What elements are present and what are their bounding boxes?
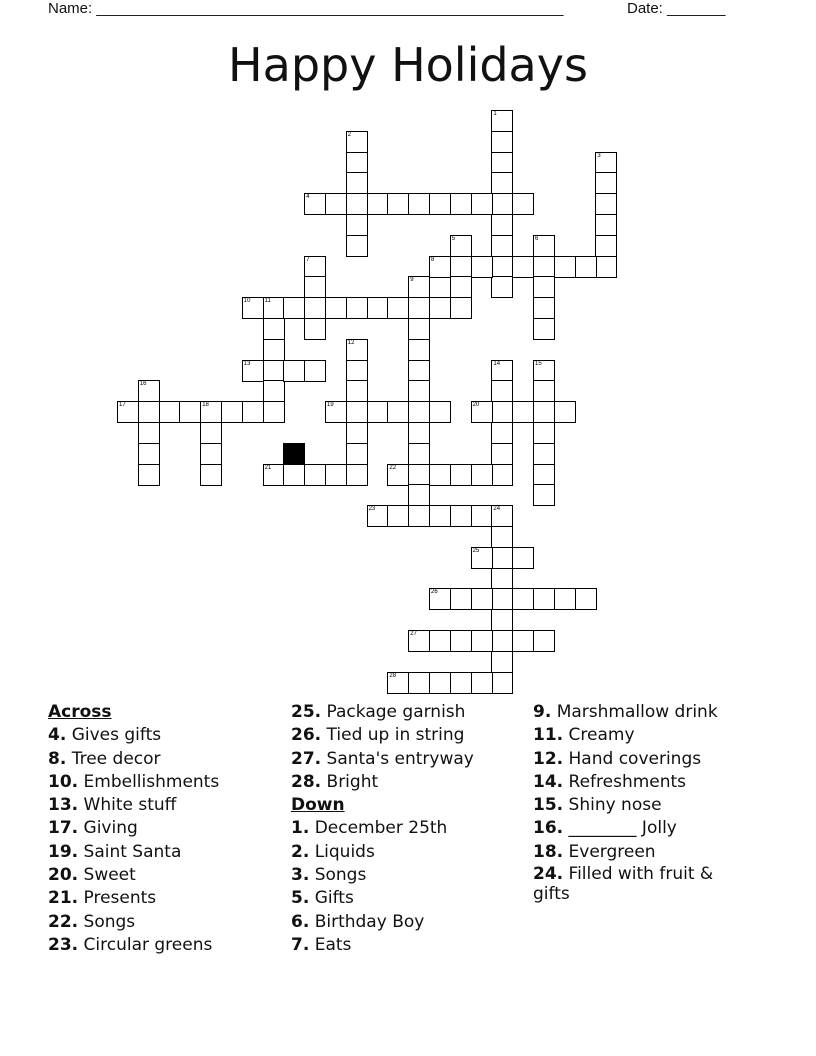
grid-cell[interactable] (491, 380, 513, 402)
clue-item-number: 12. (533, 748, 564, 769)
grid-cell[interactable] (491, 110, 513, 132)
clue-item (48, 841, 288, 864)
clue-item-text: Shiny nose (563, 795, 662, 816)
grid-cell[interactable] (471, 464, 493, 486)
clue-item (48, 724, 288, 747)
clue-item (48, 771, 288, 794)
clue-column-3 (533, 701, 748, 904)
clue-item-text: Bright (321, 771, 379, 792)
clue-number: 13 (243, 360, 251, 367)
clue-item (291, 911, 531, 934)
clue-number: 23 (368, 506, 376, 513)
grid-cell[interactable] (263, 464, 285, 486)
grid-cell[interactable] (346, 214, 368, 236)
grid-cell[interactable] (346, 380, 368, 402)
grid-cell[interactable] (471, 588, 493, 610)
grid-cell[interactable] (491, 214, 513, 236)
grid-cell[interactable] (346, 339, 368, 361)
grid-cell[interactable] (471, 672, 493, 694)
grid-cell[interactable] (491, 630, 513, 652)
clue-item (48, 864, 288, 887)
grid-cell[interactable] (346, 131, 368, 153)
grid-cell[interactable] (263, 339, 285, 361)
grid-cell[interactable] (408, 505, 430, 527)
clue-item-number: 8. (48, 748, 67, 769)
clue-item (291, 724, 531, 747)
grid-cell[interactable] (138, 422, 160, 444)
clue-item-text: Birthday Boy (309, 911, 425, 932)
grid-cell[interactable] (387, 401, 409, 423)
grid-cell[interactable] (242, 297, 264, 319)
clue-item (48, 817, 288, 840)
grid-cell[interactable] (408, 380, 430, 402)
clue-number: 8 (431, 256, 435, 263)
clue-item (533, 724, 748, 747)
grid-cell[interactable] (450, 193, 472, 215)
clue-item-number: 14. (533, 771, 564, 792)
clue-item-number: 3. (291, 865, 310, 886)
grid-cell[interactable] (491, 526, 513, 548)
grid-cell[interactable] (533, 422, 555, 444)
grid-cell[interactable] (595, 256, 617, 278)
clue-item-number: 16. (533, 818, 564, 839)
grid-cell[interactable] (491, 672, 513, 694)
grid-cell[interactable] (408, 630, 430, 652)
grid-cell[interactable] (367, 297, 389, 319)
clue-column-1 (48, 701, 288, 957)
grid-cell[interactable] (408, 193, 430, 215)
clue-number: 15 (535, 360, 542, 367)
clue-item-text: Santa's entryway (321, 748, 474, 769)
grid-cell[interactable] (533, 297, 555, 319)
grid-cell[interactable] (263, 297, 285, 319)
clue-number: 14 (493, 360, 501, 367)
clue-item-number: 11. (533, 725, 564, 746)
grid-cell[interactable] (408, 276, 430, 298)
grid-cell[interactable] (429, 193, 451, 215)
grid-cell[interactable] (408, 464, 430, 486)
grid-cell[interactable] (263, 380, 285, 402)
clue-item-text: Saint Santa (78, 841, 182, 862)
clue-number: 28 (389, 672, 397, 679)
grid-cell[interactable] (387, 672, 409, 694)
grid-cell[interactable] (491, 152, 513, 174)
grid-cell[interactable] (533, 588, 555, 610)
clue-number: 5 (451, 235, 456, 242)
clue-item-text: Gifts (309, 888, 354, 909)
puzzle-title: Happy Holidays (228, 38, 588, 92)
clue-item (48, 934, 288, 957)
grid-cell[interactable] (429, 401, 451, 423)
clue-number: 11 (264, 298, 271, 305)
grid-cell[interactable] (554, 588, 576, 610)
grid-cell[interactable] (408, 297, 430, 319)
clue-item-number: 27. (291, 748, 322, 769)
grid-cell[interactable] (491, 235, 513, 257)
grid-cell[interactable] (283, 360, 305, 382)
grid-cell[interactable] (138, 401, 160, 423)
grid-cell[interactable] (429, 464, 451, 486)
clue-heading-down: Down (291, 795, 345, 816)
grid-cell[interactable] (346, 443, 368, 465)
grid-cell[interactable] (575, 256, 597, 278)
grid-cell[interactable] (450, 464, 472, 486)
clue-item-number: 17. (48, 818, 79, 839)
grid-cell[interactable] (387, 297, 409, 319)
grid-cell[interactable] (346, 401, 368, 423)
clue-item-text: White stuff (78, 795, 177, 816)
grid-cell[interactable] (491, 547, 513, 569)
grid-cell[interactable] (367, 505, 389, 527)
grid-cell[interactable] (512, 193, 534, 215)
grid-cell[interactable] (408, 339, 430, 361)
grid-cell[interactable] (304, 193, 326, 215)
grid-cell[interactable] (304, 464, 326, 486)
grid-cell[interactable] (491, 172, 513, 194)
grid-cell[interactable] (263, 401, 285, 423)
grid-cell[interactable] (491, 443, 513, 465)
clue-item-text: Tied up in string (321, 725, 465, 746)
clue-item (291, 841, 531, 864)
grid-cell[interactable] (450, 235, 472, 257)
clue-item-number: 21. (48, 888, 79, 909)
grid-cell[interactable] (283, 464, 305, 486)
clue-number: 27 (410, 631, 417, 637)
grid-cell[interactable] (408, 443, 430, 465)
grid-cell[interactable] (304, 256, 326, 278)
clue-item (48, 911, 288, 934)
grid-cell[interactable] (533, 380, 555, 402)
clue-item-text: Presents (78, 888, 157, 909)
grid-cell[interactable] (117, 401, 139, 423)
grid-cell[interactable] (387, 193, 409, 215)
grid-cell[interactable] (304, 297, 326, 319)
clue-item-text: Refreshments (563, 771, 687, 792)
grid-cell[interactable] (346, 172, 368, 194)
grid-cell[interactable] (491, 401, 513, 423)
clue-item-text: Tree decor (66, 748, 161, 769)
grid-cell[interactable] (367, 401, 389, 423)
clue-item (291, 934, 531, 957)
grid-cell[interactable] (491, 505, 513, 527)
grid-cell[interactable] (346, 464, 368, 486)
grid-cell[interactable] (450, 630, 472, 652)
grid-cell[interactable] (595, 214, 617, 236)
clue-number: 25 (472, 547, 480, 554)
clue-item-number: 19. (48, 841, 79, 862)
clue-item-text: Filled with fruit & gifts (533, 864, 714, 905)
clue-item-number: 10. (48, 771, 79, 792)
grid-cell[interactable] (595, 152, 617, 174)
clue-item-number: 18. (533, 841, 564, 862)
clue-item-text: Sweet (78, 865, 136, 886)
grid-cell[interactable] (512, 630, 534, 652)
clue-item (533, 794, 748, 817)
black-square (283, 443, 305, 465)
clue-column-2 (291, 701, 531, 957)
clue-number: 3 (597, 152, 601, 159)
clue-number: 2 (347, 131, 352, 138)
grid-cell[interactable] (575, 588, 597, 610)
grid-cell[interactable] (491, 651, 513, 673)
grid-cell[interactable] (387, 464, 409, 486)
grid-cell[interactable] (491, 276, 513, 298)
clue-item (533, 841, 748, 864)
clue-item-text: Giving (78, 818, 138, 839)
grid-cell[interactable] (512, 256, 534, 278)
clue-item-text: Eats (309, 934, 352, 955)
grid-cell[interactable] (263, 318, 285, 340)
grid-cell[interactable] (346, 152, 368, 174)
clue-number: 16 (139, 381, 147, 388)
grid-cell[interactable] (491, 568, 513, 590)
grid-cell[interactable] (471, 630, 493, 652)
grid-cell[interactable] (429, 588, 451, 610)
clue-item-number: 20. (48, 865, 79, 886)
clue-item (291, 771, 531, 794)
clue-item (533, 771, 748, 794)
grid-cell[interactable] (408, 318, 430, 340)
grid-cell[interactable] (512, 547, 534, 569)
grid-cell[interactable] (346, 193, 368, 215)
clue-item-number: 5. (291, 888, 310, 909)
grid-cell[interactable] (159, 401, 181, 423)
grid-cell[interactable] (138, 443, 160, 465)
grid-cell[interactable] (367, 193, 389, 215)
grid-cell[interactable] (242, 401, 264, 423)
clue-number: 24 (493, 506, 501, 513)
clue-item-text: ________ Jolly (563, 818, 677, 839)
grid-cell[interactable] (595, 235, 617, 257)
grid-cell[interactable] (408, 422, 430, 444)
clue-item-text: Package garnish (321, 702, 466, 722)
clue-item (48, 794, 288, 817)
clue-number: 1 (493, 111, 497, 117)
grid-cell[interactable] (346, 297, 368, 319)
grid-cell[interactable] (491, 609, 513, 631)
clue-item (533, 817, 748, 840)
clue-heading-across: Across (48, 702, 112, 722)
clue-item-text: Songs (78, 911, 136, 932)
grid-cell[interactable] (450, 256, 472, 278)
clue-item-text: Liquids (309, 841, 375, 862)
grid-cell[interactable] (512, 588, 534, 610)
grid-cell[interactable] (325, 464, 347, 486)
grid-cell[interactable] (325, 401, 347, 423)
grid-cell[interactable] (533, 464, 555, 486)
clue-number: 22 (389, 464, 397, 471)
clue-item (533, 701, 748, 724)
clue-number: 12 (347, 339, 355, 346)
grid-cell[interactable] (491, 422, 513, 444)
clue-number: 19 (327, 402, 334, 409)
grid-cell[interactable] (533, 443, 555, 465)
grid-cell[interactable] (346, 422, 368, 444)
clue-item-number: 22. (48, 911, 79, 932)
grid-cell[interactable] (491, 193, 513, 215)
clue-item-text: Marshmallow drink (551, 702, 718, 722)
grid-cell[interactable] (408, 484, 430, 506)
grid-cell[interactable] (533, 276, 555, 298)
clue-item (48, 887, 288, 910)
grid-cell[interactable] (408, 401, 430, 423)
clue-item-number: 26. (291, 725, 322, 746)
clue-item-text: Hand coverings (563, 748, 702, 769)
grid-cell[interactable] (471, 505, 493, 527)
grid-cell[interactable] (387, 505, 409, 527)
clue-item-text: Embellishments (78, 771, 220, 792)
grid-cell[interactable] (408, 360, 430, 382)
grid-cell[interactable] (471, 193, 493, 215)
grid-cell[interactable] (554, 256, 576, 278)
grid-cell[interactable] (200, 401, 222, 423)
grid-cell[interactable] (179, 401, 201, 423)
grid-cell[interactable] (283, 297, 305, 319)
grid-cell[interactable] (408, 672, 430, 694)
clue-item-number: 23. (48, 934, 79, 955)
grid-cell[interactable] (200, 443, 222, 465)
clue-item-text: Gives gifts (66, 725, 162, 746)
grid-cell[interactable] (429, 630, 451, 652)
grid-cell[interactable] (304, 276, 326, 298)
grid-cell[interactable] (533, 256, 555, 278)
clue-item-text: Circular greens (78, 934, 213, 955)
clue-item (533, 864, 748, 904)
grid-cell[interactable] (242, 360, 264, 382)
grid-cell[interactable] (138, 464, 160, 486)
clue-item-number: 9. (533, 702, 552, 722)
clue-item (48, 748, 288, 771)
grid-cell[interactable] (304, 318, 326, 340)
grid-cell[interactable] (450, 297, 472, 319)
grid-cell[interactable] (346, 235, 368, 257)
grid-cell[interactable] (429, 256, 451, 278)
grid-cell[interactable] (491, 360, 513, 382)
clue-number: 4 (306, 194, 310, 201)
grid-cell[interactable] (450, 505, 472, 527)
clue-number: 17 (119, 402, 126, 409)
clue-item-number: 6. (291, 911, 310, 932)
clue-number: 18 (202, 402, 209, 409)
clue-number: 7 (306, 256, 310, 263)
grid-cell[interactable] (533, 401, 555, 423)
clue-item-text: Creamy (563, 725, 635, 746)
grid-cell[interactable] (554, 401, 576, 423)
grid-cell[interactable] (491, 131, 513, 153)
grid-cell[interactable] (533, 318, 555, 340)
grid-cell[interactable] (533, 235, 555, 257)
name-field[interactable]: Name: ________________________________________________________ (48, 0, 564, 17)
grid-cell[interactable] (346, 360, 368, 382)
grid-cell[interactable] (221, 401, 243, 423)
grid-cell[interactable] (595, 172, 617, 194)
clue-item-number: 13. (48, 795, 79, 816)
grid-cell[interactable] (325, 193, 347, 215)
grid-cell[interactable] (263, 360, 285, 382)
clue-item (291, 864, 531, 887)
grid-cell[interactable] (450, 672, 472, 694)
grid-cell[interactable] (325, 297, 347, 319)
clue-item-text: Songs (309, 865, 367, 886)
clue-item-number: 2. (291, 841, 310, 862)
grid-cell[interactable] (200, 422, 222, 444)
clue-number: 21 (264, 464, 272, 471)
clue-item (291, 748, 531, 771)
clue-item (291, 701, 531, 724)
grid-cell[interactable] (491, 588, 513, 610)
grid-cell[interactable] (533, 484, 555, 506)
clue-number: 9 (410, 277, 414, 284)
clue-item-text: December 25th (309, 818, 448, 839)
clue-item (533, 748, 748, 771)
grid-cell[interactable] (429, 505, 451, 527)
grid-cell[interactable] (304, 360, 326, 382)
clue-item-number: 24. (533, 864, 564, 885)
clue-item-number: 7. (291, 934, 310, 955)
grid-cell[interactable] (450, 588, 472, 610)
clue-item (291, 887, 531, 910)
clue-item-number: 15. (533, 795, 564, 816)
grid-cell[interactable] (471, 401, 493, 423)
clue-item-number: 1. (291, 818, 310, 839)
grid-cell[interactable] (512, 401, 534, 423)
grid-cell[interactable] (429, 672, 451, 694)
clue-number: 10 (243, 298, 251, 305)
grid-cell[interactable] (491, 464, 513, 486)
clue-item (291, 817, 531, 840)
grid-cell[interactable] (450, 276, 472, 298)
grid-cell[interactable] (200, 464, 222, 486)
grid-cell[interactable] (138, 380, 160, 402)
clue-number: 20 (472, 402, 480, 409)
grid-cell[interactable] (533, 630, 555, 652)
grid-cell[interactable] (471, 256, 493, 278)
clue-number: 26 (431, 589, 438, 596)
grid-cell[interactable] (595, 193, 617, 215)
clue-item-number: 25. (291, 702, 322, 722)
grid-cell[interactable] (429, 297, 451, 319)
grid-cell[interactable] (471, 547, 493, 569)
date-field[interactable]: Date: _______ (627, 0, 726, 17)
clue-item-number: 4. (48, 725, 67, 746)
clue-item-text: Evergreen (563, 841, 656, 862)
grid-cell[interactable] (491, 256, 513, 278)
clue-item-number: 28. (291, 771, 322, 792)
clue-number: 6 (535, 235, 539, 242)
grid-cell[interactable] (533, 360, 555, 382)
